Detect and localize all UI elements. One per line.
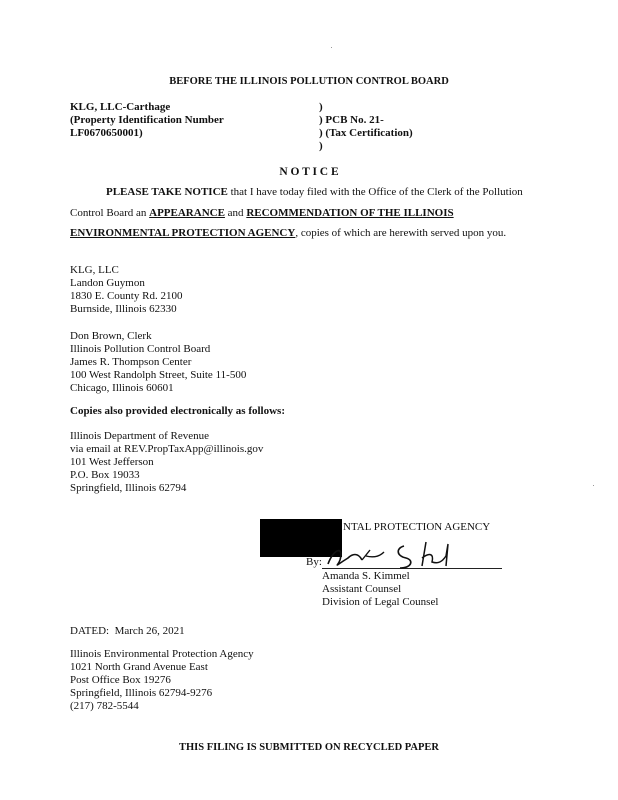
address-line: Illinois Pollution Control Board [70,343,211,355]
signer-block [322,570,438,609]
notice-text: and [224,207,247,219]
handwritten-signature [322,538,472,572]
case-caption-right [319,101,413,153]
agency-name-partial: NTAL PROTECTION AGENCY [343,521,491,533]
caption-line: ) (Tax Certification) [319,127,413,139]
addressee-clerk [70,330,246,395]
address-line: via email at REV.PropTaxApp@illinois.gov [70,443,264,455]
address-line: 100 West Randolph Street, Suite 11-500 [70,369,247,381]
address-line: Don Brown, Clerk [70,330,152,342]
address-line: Post Office Box 19276 [70,674,171,686]
signer-line: Assistant Counsel [322,583,402,595]
signer-line: Division of Legal Counsel [322,596,439,608]
recommendation-link: RECOMMENDATION OF THE ILLINOIS [246,207,454,219]
addressee-revenue [70,430,263,495]
caption-line: KLG, LLC-Carthage [70,101,171,113]
address-line: James R. Thompson Center [70,356,192,368]
address-line: Springfield, Illinois 62794 [70,482,187,494]
address-line: Springfield, Illinois 62794-9276 [70,687,213,699]
address-line: Illinois Environmental Protection Agency [70,648,254,660]
address-line: 1830 E. County Rd. 2100 [70,290,183,302]
caption-line: ) [319,140,323,152]
address-line: KLG, LLC [70,264,119,276]
address-line: Burnside, Illinois 62330 [70,303,177,315]
notice-text: Control Board an [70,207,150,219]
sender-address [70,648,254,713]
address-line: 101 West Jefferson [70,456,154,468]
caption-line: ) [319,101,323,113]
address-line: 1021 North Grand Avenue East [70,661,208,673]
address-line: Landon Guymon [70,277,145,289]
caption-line: (Property Identification Number [70,114,224,126]
document-heading: BEFORE THE ILLINOIS POLLUTION CONTROL BOARD [169,76,449,87]
appearance-link: APPEARANCE [149,207,225,219]
by-label: By: [306,556,322,568]
notice-body-line-2 [70,207,454,220]
notice-text: that I have today filed with the Office of the Clerk of the Pollution [227,186,523,198]
agency-link: ENVIRONMENTAL PROTECTION AGENCY [70,227,296,239]
case-caption-left [70,101,224,140]
notice-text: , copies of which are herewith served upon you. [295,227,507,239]
recycled-paper-footer: THIS FILING IS SUBMITTED ON RECYCLED PAPER [178,742,440,753]
address-line: Illinois Department of Revenue [70,430,209,442]
copies-heading: Copies also provided electronically as follows: [70,405,286,417]
address-line: Chicago, Illinois 60601 [70,382,174,394]
addressee-klg [70,264,182,316]
notice-body-line-1 [106,186,523,199]
notice-title: N O T I C E [279,166,339,178]
notice-lead: PLEASE TAKE NOTICE [106,186,228,198]
address-line: P.O. Box 19033 [70,469,140,481]
address-line: (217) 782-5544 [70,700,139,712]
signer-line: Amanda S. Kimmel [322,570,410,582]
caption-line: ) PCB No. 21- [319,114,384,126]
scan-speck [593,485,594,486]
scan-speck [331,47,332,48]
notice-body-line-3 [70,227,506,240]
date-line: DATED: March 26, 2021 [70,625,185,637]
caption-line: LF0670650001) [70,127,143,139]
